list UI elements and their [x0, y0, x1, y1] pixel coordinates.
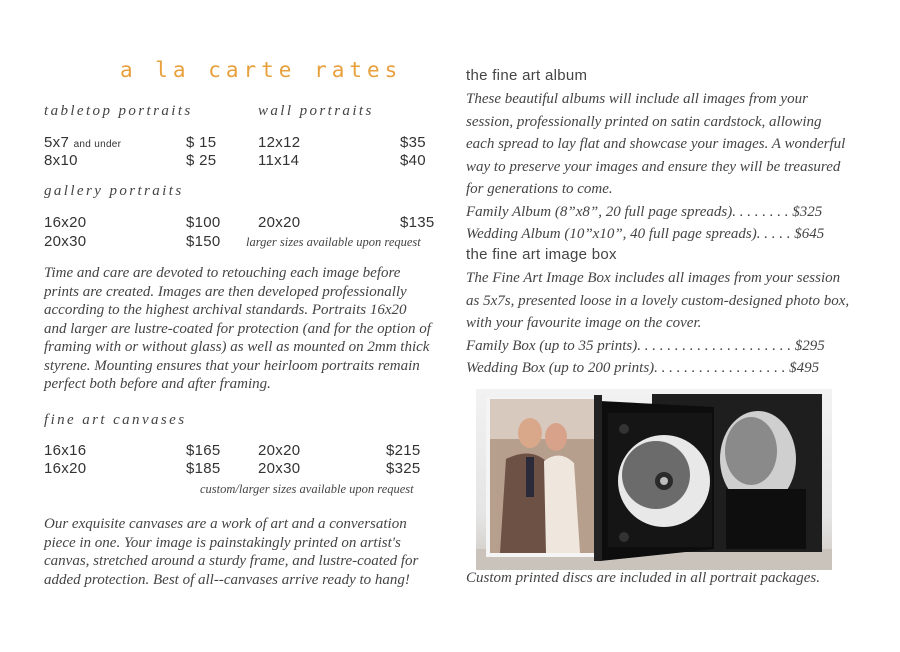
paragraph-line: session, professionally printed on satin cardstock, allowing [466, 113, 822, 130]
wall-heading: wall portraits [258, 103, 374, 119]
canvas-price: $165 [186, 442, 221, 459]
tabletop-heading: tabletop portraits [44, 103, 193, 119]
canvases-note: custom/larger sizes available upon request [200, 482, 414, 496]
gallery-heading: gallery portraits [44, 183, 184, 199]
tabletop-price: $ 15 [186, 134, 217, 151]
canvas-price: $185 [186, 460, 221, 477]
paragraph-line: canvas, stretched around a sturdy frame, and lustre-coated for [44, 553, 419, 569]
imagebox-description [466, 267, 886, 380]
gallery-note: larger sizes available upon request [246, 235, 421, 249]
gallery-size: 20x20 [258, 214, 301, 231]
imagebox-price-line: Family Box (up to 35 prints). . . . . . . . . . . . . . . . . . . . . $295 [466, 337, 825, 354]
paragraph-line: The Fine Art Image Box includes all images from your session [466, 270, 841, 286]
canvas-description [44, 515, 444, 589]
paragraph-line: for generations to come. [466, 181, 613, 197]
paragraph-line: with your favourite image on the cover. [466, 315, 702, 331]
gallery-price: $150 [186, 233, 221, 250]
wall-size: 11x14 [258, 152, 300, 169]
album-price-line: Family Album (8”x8”, 20 full page spreads). . . . . . . . $325 [466, 203, 823, 220]
gallery-size: 20x30 [44, 233, 87, 250]
paragraph-line: perfect both before and after framing. [44, 376, 271, 392]
canvas-size: 20x30 [258, 460, 301, 477]
paragraph-line: framing with or without glass) as well as mounted on 2mm thick [44, 339, 430, 355]
paragraph-line: styrene. Mounting ensures that your heirloom portraits remain [44, 357, 420, 374]
wall-price: $40 [400, 152, 426, 169]
canvases-heading: fine art canvases [44, 412, 187, 428]
tabletop-price: $ 25 [186, 152, 217, 169]
canvas-price: $325 [386, 460, 421, 477]
paragraph-line: and larger are lustre-coated for protection (and for the option of [44, 320, 431, 337]
gallery-price: $100 [186, 214, 221, 231]
page-title: a la carte rates [120, 58, 403, 82]
tabletop-size: 5x7 [44, 134, 70, 151]
canvas-size: 16x20 [44, 460, 87, 477]
paragraph-line: each spread to lay flat and showcase your images. A wonderful [466, 136, 846, 152]
imagebox-heading: the fine art image box [466, 246, 617, 263]
paragraph-line: as 5x7s, presented loose in a lovely custom-designed photo box, [466, 292, 850, 309]
product-photo-illustration [476, 389, 832, 570]
album-price-line: Wedding Album (10”x10”, 40 full page spreads). . . . . $645 [466, 226, 825, 242]
paragraph-line: These beautiful albums will include all images from your [466, 91, 808, 107]
paragraph-line: way to preserve your images and ensure they will be treasured [466, 158, 841, 175]
canvas-price: $215 [386, 442, 421, 459]
canvas-size: 20x20 [258, 442, 301, 459]
photo-caption: Custom printed discs are included in all portrait packages. [466, 570, 821, 586]
tabletop-size: 8x10 [44, 152, 78, 169]
gallery-size: 16x20 [44, 214, 87, 231]
tabletop-size-note: and under [73, 139, 122, 150]
album-heading: the fine art album [466, 67, 588, 84]
paragraph-line: piece in one. Your image is painstakingly printed on artist's [44, 534, 401, 551]
product-photo [476, 389, 832, 570]
paragraph-line: added protection. Best of all--canvases arrive ready to hang! [44, 571, 410, 588]
canvas-size: 16x16 [44, 442, 87, 459]
album-description [466, 88, 886, 246]
imagebox-price-line: Wedding Box (up to 200 prints). . . . . . . . . . . . . . . . . . $495 [466, 360, 820, 376]
wall-price: $35 [400, 134, 426, 151]
portrait-description [44, 264, 444, 394]
tabletop-row [44, 134, 121, 151]
paragraph-line: Time and care are devoted to retouching each image before [44, 265, 401, 281]
paragraph-line: according to the highest archival standards. Portraits 16x20 [44, 302, 407, 318]
paragraph-line: prints are created. Images are then developed professionally [44, 283, 407, 300]
wall-size: 12x12 [258, 134, 301, 151]
gallery-price: $135 [400, 214, 435, 231]
paragraph-line: Our exquisite canvases are a work of art and a conversation [44, 516, 407, 532]
